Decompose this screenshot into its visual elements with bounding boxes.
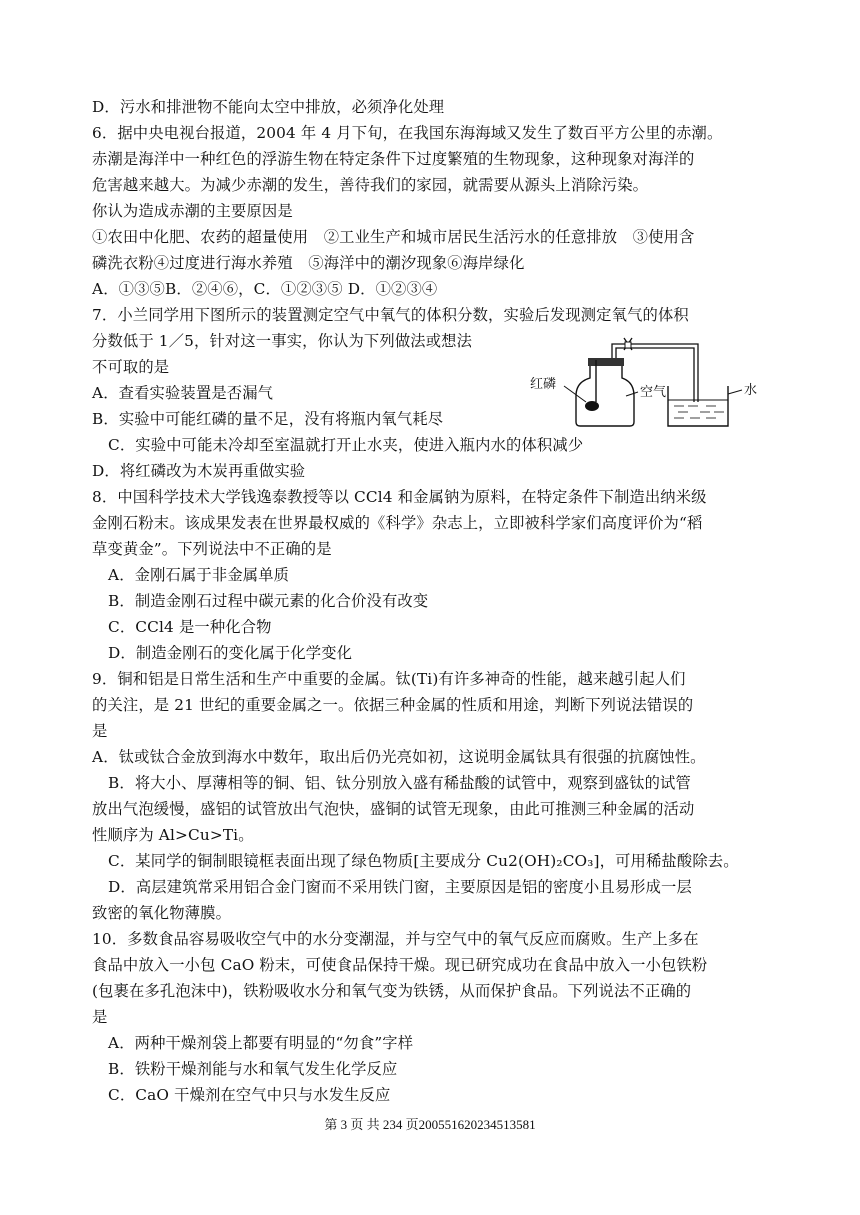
question-9-line-1: 9．铜和铝是日常生活和生产中重要的金属。钛(Ti)有许多神奇的性能，越来越引起人们 [92,670,686,688]
question-9-option-c: C．某同学的铜制眼镜框表面出现了绿色物质[主要成分 Cu2(OH)₂CO₃]，可用稀盐酸除去。 [108,852,739,870]
question-7-option-c: C．实验中可能未冷却至室温就打开止水夹，使进入瓶内水的体积减少 [108,436,584,454]
question-10-line-1: 10．多数食品容易吸收空气中的水分变潮湿，并与空气中的氧气反应而腐败。生产上多在 [92,930,699,948]
question-8-option-c: C．CCl4 是一种化合物 [108,618,272,636]
label-water: 水 [744,383,758,398]
question-8-option-b: B．制造金刚石过程中碳元素的化合价没有改变 [108,592,429,610]
question-6-options: A．①③⑤B．②④⑥，C．①②③⑤ D．①②③④ [92,280,438,298]
apparatus-diagram [528,330,778,430]
question-7-line-1: 7．小兰同学用下图所示的装置测定空气中氧气的体积分数，实验后发现测定氧气的体积 [92,306,689,324]
question-8-line-3: 草变黄金”。下列说法中不正确的是 [92,540,332,558]
option-5d: D．污水和排泄物不能向太空中排放，必须净化处理 [92,98,445,116]
question-7-option-d: D．将红磷改为木炭再重做实验 [92,462,306,480]
label-red-phosphorus: 红磷 [530,377,557,392]
question-8-option-a: A．金刚石属于非金属单质 [108,566,290,584]
question-6-items-1: ①农田中化肥、农药的超量使用 ②工业生产和城市居民生活污水的任意排放 ③使用含 [92,228,695,246]
question-6-line-2: 赤潮是海洋中一种红色的浮游生物在特定条件下过度繁殖的生物现象，这种现象对海洋的 [92,150,695,168]
page-footer: 第 3 页 共 234 页20055162023451358​1 [324,1117,536,1132]
question-8-line-1: 8．中国科学技术大学钱逸泰教授等以 CCl4 和金属钠为原料，在特定条件下制造出纳米级 [92,488,707,506]
question-10-option-b: B．铁粉干燥剂能与水和氧气发生化学反应 [108,1060,398,1078]
question-6-line-3: 危害越来越大。为减少赤潮的发生，善待我们的家园，就需要从源头上消除污染。 [92,176,649,194]
question-7-line-2: 分数低于 1／5，针对这一事实，你认为下列做法或想法 [92,332,473,350]
question-6-items-2: 磷洗衣粉④过度进行海水养殖 ⑤海洋中的潮汐现象⑥海岸绿化 [92,254,525,272]
question-9-line-3: 是 [92,722,108,740]
label-air: 空气 [640,385,667,400]
question-9-option-b-1: B．将大小、厚薄相等的铜、铝、钛分别放入盛有稀盐酸的试管中，观察到盛钛的试管 [108,774,691,792]
question-10-line-2: 食品中放入一小包 CaO 粉末，可使食品保持干燥。现已研究成功在食品中放入一小包铁粉 [92,956,708,974]
question-9-line-2: 的关注，是 21 世纪的重要金属之一。依据三种金属的性质和用途，判断下列说法错误的 [92,696,694,714]
question-10-line-3: (包裹在多孔泡沫中)，铁粉吸收水分和氧气变为铁锈，从而保护食品。下列说法不正确的 [92,982,692,1000]
question-8-option-d: D．制造金刚石的变化属于化学变化 [108,644,353,662]
question-6-prompt: 你认为造成赤潮的主要原因是 [92,202,293,220]
stopper [588,358,624,366]
gas-bottle [576,366,634,426]
question-10-line-4: 是 [92,1008,108,1026]
question-9-option-a: A．钛或钛合金放到海水中数年，取出后仍光亮如初，这说明金属钛具有很强的抗腐蚀性。 [92,748,706,766]
question-6-line-1: 6．据中央电视台报道，2004 年 4 月下旬，在我国东海海域又发生了数百平方公里的赤潮。 [92,124,723,142]
question-7-line-3: 不可取的是 [92,358,170,376]
question-8-line-2: 金刚石粉末。该成果发表在世界最权威的《科学》杂志上，立即被科学家们高度评价为“稻 [92,514,703,532]
clamp-icon [624,338,632,350]
question-9-option-b-3: 性顺序为 Al>Cu>Ti。 [92,826,254,844]
question-10-option-c: C．CaO 干燥剂在空气中只与水发生反应 [108,1086,391,1104]
question-9-option-d-2: 致密的氧化物薄膜。 [92,904,232,922]
question-7-option-b: B．实验中可能红磷的量不足，没有将瓶内氧气耗尽 [92,410,444,428]
question-10-option-a: A．两种干燥剂袋上都要有明显的“勿食”字样 [108,1034,414,1052]
question-7-option-a: A．查看实验装置是否漏气 [92,384,274,402]
question-9-option-b-2: 放出气泡缓慢，盛铝的试管放出气泡快，盛铜的试管无现象，由此可推测三种金属的活动 [92,800,695,818]
question-9-option-d-1: D．高层建筑常采用铝合金门窗而不采用铁门窗，主要原因是铝的密度小且易形成一层 [108,878,692,896]
